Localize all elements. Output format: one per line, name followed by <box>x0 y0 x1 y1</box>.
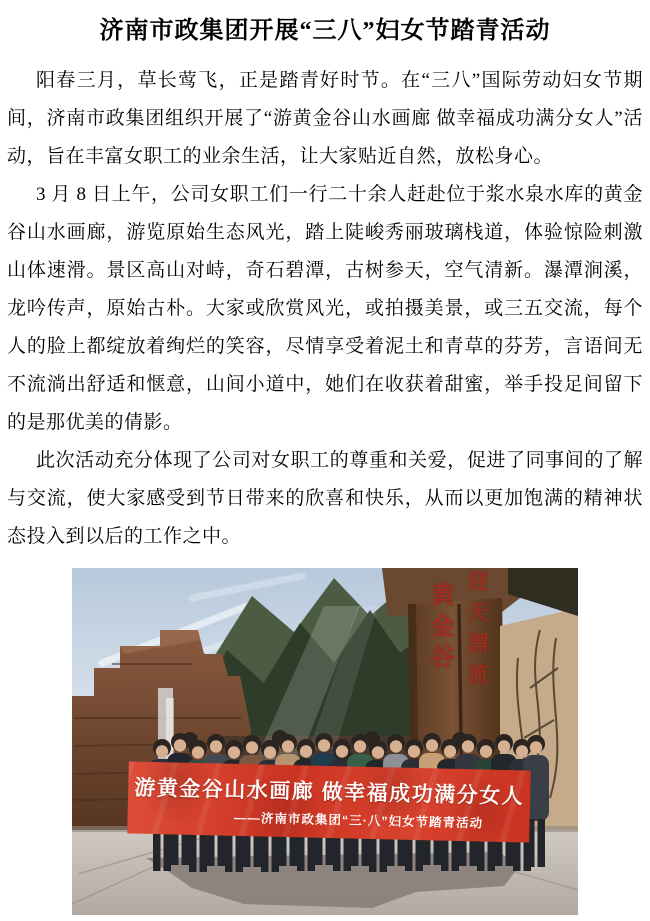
paragraph-1: 阳春三月，草长莺飞，正是踏青好时节。在“三八”国际劳动妇女节期间，济南市政集团组织开展了“游黄金谷山水画廊 做幸福成功满分女人”活动，旨在丰富女职工的业余生活，让大家贴近自然，放松身心。 <box>7 70 643 167</box>
rock-inscription-right: 迎天漂流 <box>465 570 489 694</box>
paragraph-2: 3 月 8 日上午，公司女职工们一行二十余人赶赴位于浆水泉水库的黄金谷山水画廊，游览原始生态风光，踏上陡峻秀丽玻璃栈道，体验惊险刺激山体速滑。景区高山对峙，奇石碧潭，古树参天，空气清新。瀑潭涧溪，龙吟传声，原始古朴。大家或欣赏风光，或拍摄美景，或三五交流，每个人的脸上都绽放着绚烂的笑容，尽情享受着泥土和青草的芬芳，言语间无不流淌出舒适和惬意，山间小道中，她们在收获着甜蜜，举手投足间留下的是那优美的倩影。 <box>7 184 643 433</box>
banner-main-slogan: 游黄金谷山水画廊 做幸福成功满分女人 <box>134 776 525 809</box>
rock-inscription-left: 黄金谷 <box>426 582 452 675</box>
article-body <box>7 62 643 556</box>
activity-banner <box>127 761 531 842</box>
photo-scenery <box>72 568 578 915</box>
paragraph-3: 此次活动充分体现了公司对女职工的尊重和关爱，促进了同事间的了解与交流，使大家感受到节日带来的欣喜和快乐，从而以更加饱满的精神状态投入到以后的工作之中。 <box>7 450 643 547</box>
banner-sub-slogan: ——济南市政集团“三·八”妇女节踏青活动 <box>233 810 484 831</box>
activity-photo <box>72 568 578 915</box>
article-title: 济南市政集团开展“三八”妇女节踏青活动 <box>99 18 551 44</box>
